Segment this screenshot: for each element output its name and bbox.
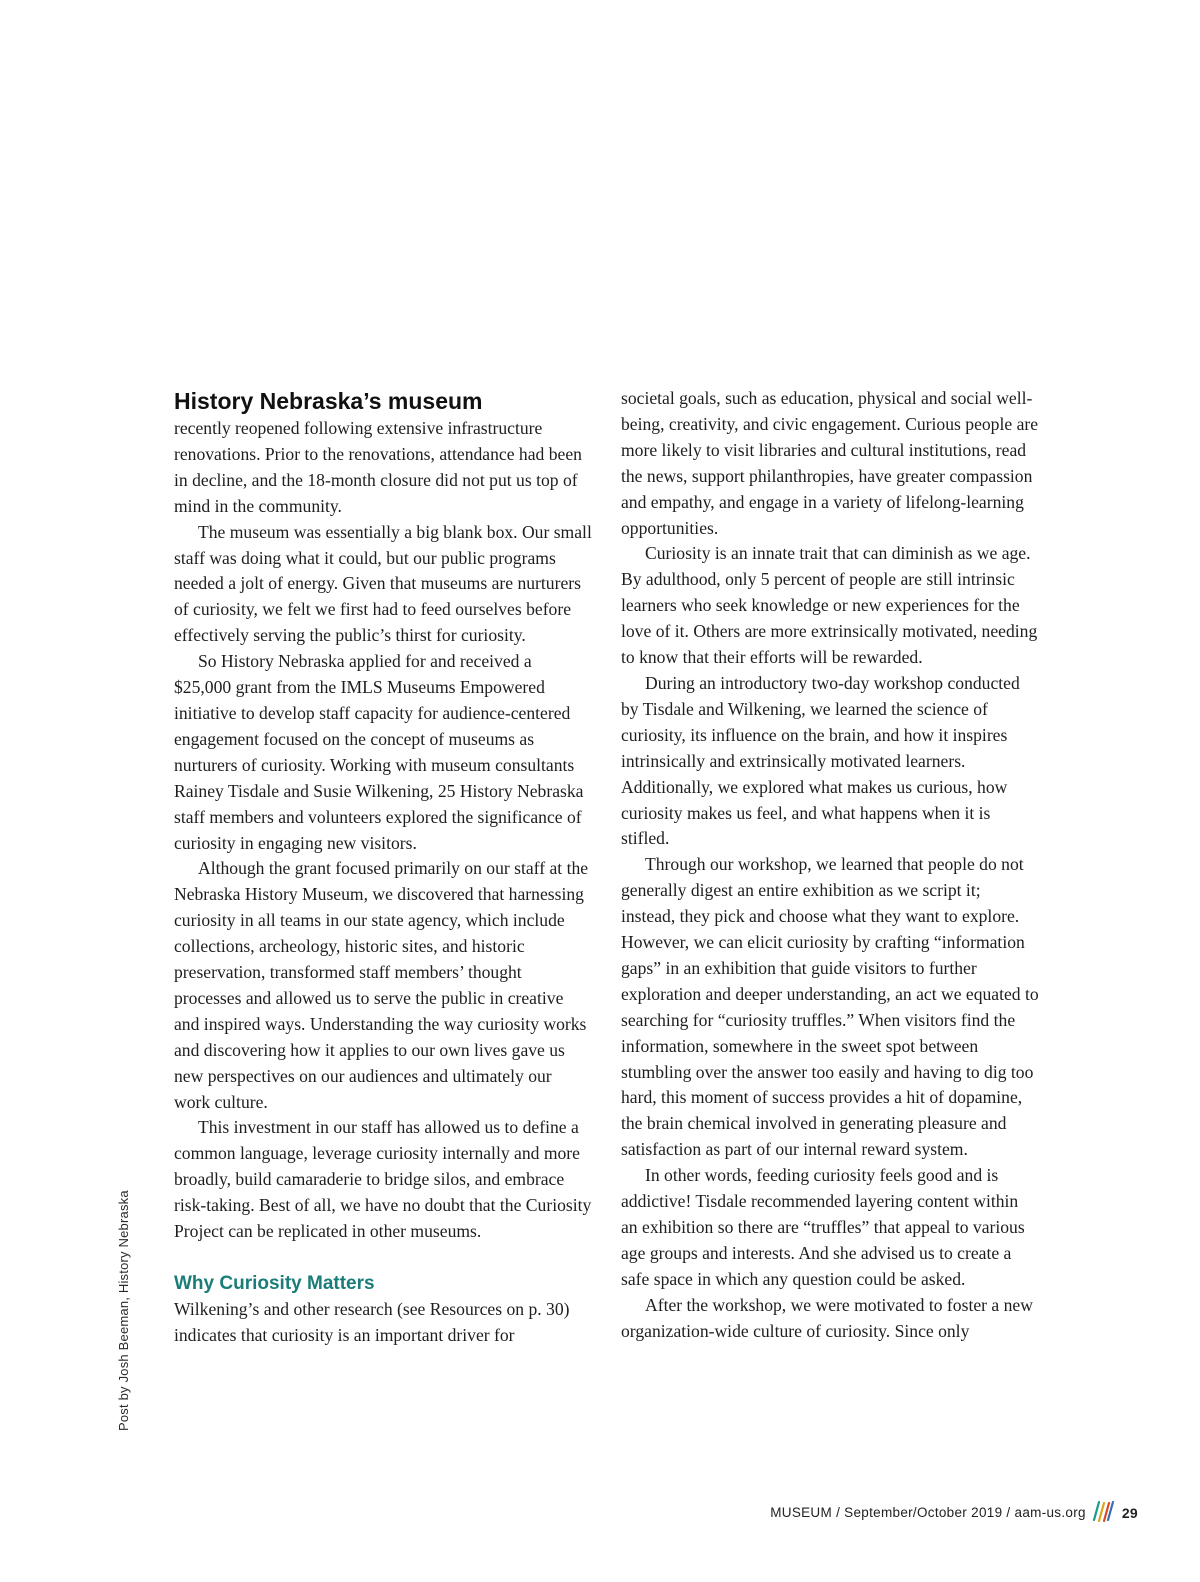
section-heading: Why Curiosity Matters xyxy=(174,1273,375,1294)
paragraph: Curiosity is an innate trait that can diminish as we age. By adulthood, only 5 percent of people are still intrinsic learners who seek knowledge or new experiences for the love of it. Others are more extrinsically motivated, needing to know that their efforts will be rewarded. xyxy=(621,543,1038,668)
paragraph: During an introductory two-day workshop conducted by Tisdale and Wilkening, we learned the science of curiosity, its influence on the brain, and how it inspires intrinsically and extrinsically motivated learners. Additionally, we explored what makes us curious, how curiosity makes us feel, and what happens when it is stifled. xyxy=(621,672,1020,849)
right-column xyxy=(621,386,1039,1345)
paragraph: In other words, feeding curiosity feels good and is addictive! Tisdale recommended layering content within an exhibition so there are “truffles” that appeal to various age groups and interests. And she advised us to create a safe space in which any question could be asked. xyxy=(621,1165,1025,1289)
paragraph: So History Nebraska applied for and received a $25,000 grant from the IMLS Museums Empowered initiative to develop staff capacity for audience-centered engagement focused on the concept of museums as nurturers of curiosity. Working with museum consultants Rainey Tisdale and Susie Wilkening, 25 History Nebraska staff members and volunteers explored the significance of curiosity in engaging new visitors. xyxy=(174,651,584,853)
aam-stripes-logo-icon xyxy=(1092,1500,1114,1525)
publication-name: MUSEUM xyxy=(770,1505,833,1520)
paragraph: Wilkening’s and other research (see Resources on p. 30) indicates that curiosity is an important driver for xyxy=(174,1299,570,1345)
paragraph: This investment in our staff has allowed us to define a common language, leverage curiosity internally and more broadly, build camaraderie to bridge silos, and embrace risk-taking. Best of all, we have no doubt that the Curiosity Project can be replicated in other museums. xyxy=(174,1117,592,1242)
paragraph: Through our workshop, we learned that people do not generally digest an entire exhibition as we script it; instead, they pick and choose what they want to explore. However, we can elicit curiosity by crafting “information gaps” in an exhibition that guide visitors to further exploration and deeper understanding, an act we equated to searching for “curiosity truffles.” When visitors find the information, somewhere in the sweet spot between stumbling over the answer too easily and having to dig too hard, this moment of success provides a hit of dopamine, the brain chemical involved in generating pleasure and satisfaction as part of our internal reward system. xyxy=(621,854,1039,1160)
page-number: 29 xyxy=(1121,1504,1138,1521)
paragraph: After the workshop, we were motivated to foster a new organization-wide culture of curiosity. Since only xyxy=(621,1294,1033,1341)
left-column xyxy=(174,386,592,1349)
paragraph: societal goals, such as education, physical and social well-being, creativity, and civic engagement. Curious people are more likely to visit libraries and cultural institutions, read the news, support philanthropies, have greater compassion and empathy, and engage in a variety of lifelong-learning opportunities. xyxy=(621,388,1039,538)
paragraph: The museum was essentially a big blank box. Our small staff was doing what it could, but our public programs needed a jolt of energy. Given that museums are nurturers of curiosity, we felt we first had to feed ourselves before effectively serving the public’s thirst for curiosity. xyxy=(174,521,592,646)
lead-heading: History Nebraska’s museum xyxy=(174,388,483,414)
paragraph: Although the grant focused primarily on our staff at the Nebraska History Museum, we discovered that harnessing curiosity in all teams in our state agency, which include collections, archeology, historic sites, and historic preservation, transformed staff members’ thought processes and allowed us to serve the public in creative and inspired ways. Understanding the way curiosity works and discovering how it applies to our own lives gave us new perspectives on our audiences and ultimately our work culture. xyxy=(174,858,589,1112)
paragraph: recently reopened following extensive infrastructure renovations. Prior to the renovations, attendance had been in decline, and the 18-month closure did not put us top of mind in the community. xyxy=(174,418,582,516)
page-footer xyxy=(770,1500,1138,1525)
photo-credit: Post by Josh Beeman, History Nebraska xyxy=(116,1190,131,1431)
issue-info: / September/October 2019 / aam-us.org xyxy=(832,1505,1086,1520)
